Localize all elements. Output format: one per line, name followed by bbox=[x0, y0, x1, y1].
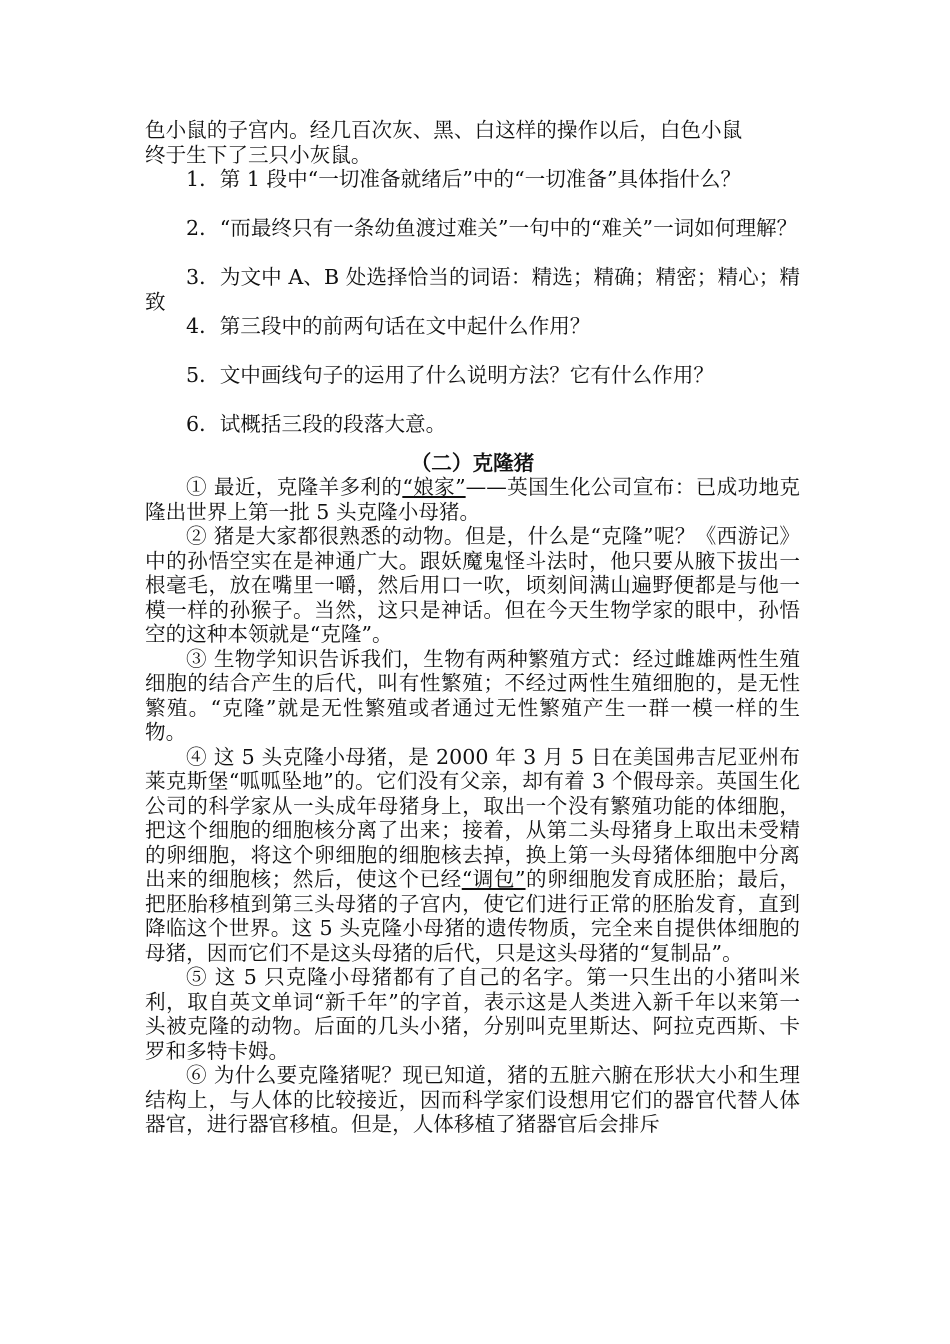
section-title: （二）克隆猪 bbox=[410, 450, 535, 475]
paragraph-2: ② 猪是大家都很熟悉的动物。但是，什么是“克隆”呢？《西游记》中的孙悟空实在是神通广大。跟妖魔鬼怪斗法时，他只要从腋下拔出一根毫毛，放在嘴里一嚼，然后用口一吹，顷刻间满山遍野便都是与他一模一样的孙猴子。当然，这只是神话。但在今天生物学家的眼中，孙悟空的这种本领就是“克隆”。 bbox=[145, 524, 800, 646]
underlined-phrase-niangjia: “娘家” bbox=[402, 475, 466, 499]
question-4: 4．第三段中的前两句话在文中起什么作用？ bbox=[186, 314, 591, 338]
underlined-phrase-diaobao: “调包” bbox=[461, 867, 526, 891]
question-1: 1．第 1 段中“一切准备就绪后”中的“一切准备”具体指什么？ bbox=[186, 167, 742, 191]
question-6: 6．试概括三段的段落大意。 bbox=[186, 412, 447, 436]
paragraph-1-text-end: ——英国生化公司宣布：已成功地克隆出世界上第一批 5 头克隆小母猪。 bbox=[145, 475, 801, 524]
paragraph-4-text-start: ④ 这 5 头克隆小母猪，是 2000 年 3 月 5 日在美国弗吉尼亚州布莱克斯堡“呱呱坠地”的。它们没有父亲，却有着 3 个假母亲。英国生化公司的科学家从一头成年母猪身上，取出一个没有繁殖功能的体细胞，把这个细胞的细胞核分离了出来；接着，从第二头母猪身上取出未受精的卵细胞，将这个卵细胞的细胞核去掉，换上第一头母猪体细胞中分离出来的细胞核；然后，使这个已经 bbox=[145, 744, 800, 891]
paragraph-1-text-start: ① 最近，克隆羊多利的 bbox=[186, 475, 403, 499]
intro-line-2: 终于生下了三只小灰鼠。 bbox=[145, 142, 372, 167]
paragraph-6: ⑥ 为什么要克隆猪呢？现已知道，猪的五脏六腑在形状大小和生理结构上，与人体的比较接近，因而科学家们设想用它们的器官代替人体器官，进行器官移植。但是，人体移植了猪器官后会排斥 bbox=[145, 1063, 800, 1136]
paragraph-4-text-end: 的卵细胞发育成胚胎；最后，把胚胎移植到第三头母猪的子宫内，使它们进行正常的胚胎发育，直到降临这个世界。这 5 头克隆小母猪的遗传物质，完全来自提供体细胞的母猪，因而它们不是这头母猪的后代，只是这头母猪的“复制品”。 bbox=[145, 867, 801, 965]
paragraph-4 bbox=[145, 745, 800, 966]
intro-line-1: 色小鼠的子宫内。经几百次灰、黑、白这样的操作以后，白色小鼠 bbox=[145, 118, 743, 142]
question-3: 3．为文中 A、B 处选择恰当的词语：精选；精确；精密；精心；精致 bbox=[145, 265, 800, 314]
paragraph-3: ③ 生物学知识告诉我们，生物有两种繁殖方式：经过雌雄两性生殖细胞的结合产生的后代，叫有性繁殖；不经过两性生殖细胞的，是无性繁殖。“克隆”就是无性繁殖或者通过无性繁殖产生一群一模一样的生物。 bbox=[145, 646, 800, 744]
paragraph-1 bbox=[145, 475, 800, 524]
paragraph-5: ⑤ 这 5 只克隆小母猪都有了自己的名字。第一只生出的小猪叫米利，取自英文单词“新千年”的字首，表示这是人类进入新千年以来第一头被克隆的动物。后面的几头小猪，分别叫克里斯达、阿拉克西斯、卡罗和多特卡姆。 bbox=[145, 965, 800, 1063]
question-2: 2．“而最终只有一条幼鱼渡过难关”一句中的“难关”一词如何理解？ bbox=[186, 216, 798, 240]
document-page bbox=[145, 118, 800, 1137]
question-5: 5．文中画线句子的运用了什么说明方法？它有什么作用？ bbox=[186, 363, 714, 387]
